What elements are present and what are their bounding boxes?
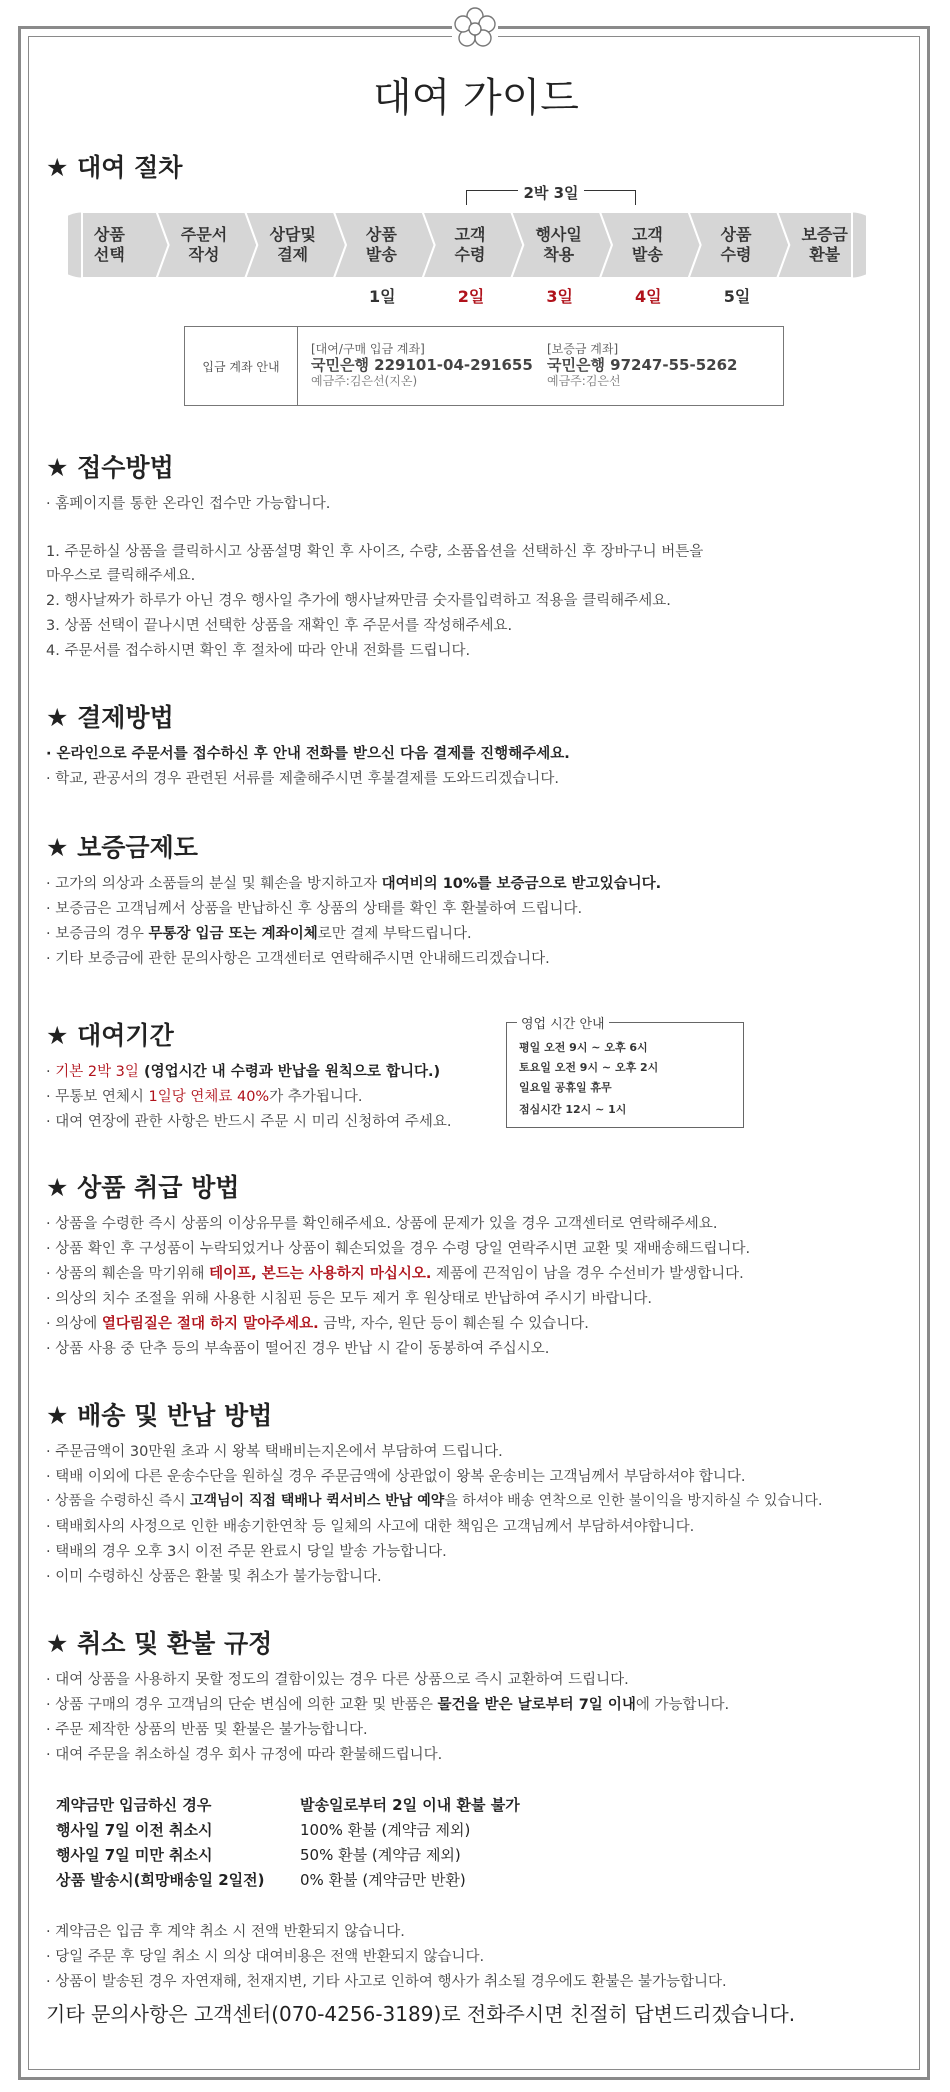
handling-line: · 의상에 열다림질은 절대 하지 말아주세요. 금박, 자수, 원단 등이 훼손될 수 있습니다. [46,1316,589,1332]
bank-account-box [184,326,784,406]
reception-line: 1. 주문하실 상품을 클릭하시고 상품설명 확인 후 사이즈, 수량, 소품옵션을 선택하신 후 장바구니 버튼을 [46,544,704,560]
refund-rule: 50% 환불 (계약금 제외) [300,1846,461,1864]
bank-label: 입금 계좌 안내 [185,327,298,405]
handling-line: · 상품의 훼손을 막기위해 테이프, 본드는 사용하지 마십시오. 제품에 끈적임이 남을 경우 수선비가 발생합니다. [46,1266,744,1282]
refund-rule: 발송일로부터 2일 이내 환불 불가 [300,1796,520,1814]
deposit-line: · 보증금의 경우 무통장 입금 또는 계좌이체로만 결제 부탁드립니다. [46,926,472,942]
deposit-heading: ★ 보증금제도 [46,833,198,862]
refund-note: · 계약금은 입금 후 계약 취소 시 전액 반환되지 않습니다. [46,1924,405,1940]
period-line: · 기본 2박 3일 (영업시간 내 수령과 반납을 원칙으로 합니다.) [46,1064,441,1080]
shipping-line: · 택배의 경우 오후 3시 이전 주문 완료시 당일 발송 가능합니다. [46,1544,447,1560]
shipping-line: · 택배회사의 사정으로 인한 배송기한연착 등 일체의 사고에 대한 책임은 고객님께서 부담하셔야합니다. [46,1519,695,1535]
payment-line: · 학교, 관공서의 경우 관련된 서류를 제출해주시면 후불결제를 도와드리겠습니다. [46,771,559,787]
process-day-label: 1일 [369,287,396,306]
refund-line: · 주문 제작한 상품의 반품 및 환불은 불가능합니다. [46,1722,368,1738]
deposit-line: · 고가의 의상과 소품들의 분실 및 훼손을 방지하고자 대여비의 10%를 보증금으로 받고있습니다. [46,876,662,892]
process-day-label: 2일 [457,287,485,306]
refund-rule: 0% 환불 (계약금만 반환) [300,1871,466,1889]
bracket-label: 2박 3일 [518,182,584,203]
refund-case: 상품 발송시(희망배송일 2일전) [56,1871,265,1889]
reception-line: 3. 상품 선택이 끝나시면 선택한 상품을 재확인 후 주문서를 작성해주세요. [46,618,513,634]
hours-row: 점심시간 12시 ~ 1시 [519,1103,627,1116]
business-hours-box [506,1017,744,1128]
refund-note: · 당일 주문 후 당일 취소 시 의상 대여비용은 전액 반환되지 않습니다. [46,1949,485,1965]
shipping-line: · 택배 이외에 다른 운송수단을 원하실 경우 주문금액에 상관없이 왕복 운송비는 고객님께서 부담하셔야 합니다. [46,1469,746,1485]
deposit-account [547,341,737,389]
period-line: · 무통보 연체시 1일당 연체료 40%가 추가됩니다. [46,1089,363,1105]
rent-account-owner: 예금주:김은선(지온) [311,374,418,388]
refund-case: 계약금만 입금하신 경우 [56,1796,212,1814]
refund-rule: 100% 환불 (계약금 제외) [300,1821,471,1839]
deposit-account-title: [보증금 계좌] [547,342,619,356]
refund-case: 행사일 7일 이전 취소시 [56,1821,213,1839]
refund-line: · 대여 상품을 사용하지 못할 정도의 결함이있는 경우 다른 상품으로 즉시 교환하여 드립니다. [46,1672,629,1688]
deposit-line: · 보증금은 고객님께서 상품을 반납하신 후 상품의 상태를 확인 후 환불하여 드립니다. [46,901,583,917]
process-step: 상품 수령 [720,225,752,264]
shipping-line: · 주문금액이 30만원 초과 시 왕복 택배비는지온에서 부담하여 드립니다. [46,1444,503,1460]
period-heading: ★ 대여기간 [46,1021,174,1050]
handling-heading: ★ 상품 취급 방법 [46,1173,240,1202]
reception-line: 2. 행사날짜가 하루가 아닌 경우 행사일 추가에 행사날짜만큼 숫자를입력하고 적용을 클릭해주세요. [46,593,671,609]
refund-line: · 상품 구매의 경우 고객님의 단순 변심에 의한 교환 및 반품은 물건을 받은 날로부터 7일 이내에 가능합니다. [46,1697,730,1713]
reception-intro: · 홈페이지를 통한 온라인 접수만 가능합니다. [46,496,331,512]
refund-line: · 대여 주문을 취소하실 경우 회사 규정에 따라 환불해드립니다. [46,1747,443,1763]
process-step: 보증금 환불 [801,225,848,264]
process-step: 상담및 결제 [269,225,316,264]
process-step: 상품 발송 [365,225,397,264]
rent-account [311,341,533,389]
hours-title: 영업 시간 안내 [517,1013,609,1032]
process-step: 고객 수령 [454,225,486,264]
hours-row: 토요일 오전 9시 ~ 오후 2시 [519,1061,659,1074]
shipping-line: · 이미 수령하신 상품은 환불 및 취소가 불가능합니다. [46,1569,382,1585]
rent-account-title: [대여/구매 입금 계좌] [311,342,425,356]
process-step: 주문서 작성 [180,225,228,264]
payment-heading: ★ 결제방법 [46,703,174,732]
reception-line: 마우스로 클릭해주세요. [46,568,196,584]
process-day-label: 5일 [723,287,751,306]
deposit-line: · 기타 보증금에 관한 문의사항은 고객센터로 연락해주시면 안내해드리겠습니다. [46,951,550,967]
reception-line: 4. 주문서를 접수하시면 확인 후 절차에 따라 안내 전화를 드립니다. [46,643,471,659]
reception-heading: ★ 접수방법 [46,453,174,482]
hours-row: 일요일 공휴일 휴무 [519,1081,612,1094]
process-day-label: 4일 [635,287,662,306]
process-step: 고객 발송 [631,225,663,264]
deposit-account-owner: 예금주:김은선 [547,374,621,388]
shipping-line: · 상품을 수령하신 즉시 고객님이 직접 택배나 퀵서비스 반납 예약을 하셔야 배송 연착으로 인한 불이익을 방지하실 수 있습니다. [46,1493,823,1509]
process-day-label: 3일 [546,287,573,306]
process-step: 행사일 착용 [535,225,582,264]
process-step: 상품 선택 [93,225,125,264]
refund-case: 행사일 7일 미만 취소시 [56,1846,213,1864]
handling-line: · 의상의 치수 조절을 위해 사용한 시침핀 등은 모두 제거 후 원상태로 반납하여 주시기 바랍니다. [46,1291,653,1307]
handling-line: · 상품 사용 중 단추 등의 부속품이 떨어진 경우 반납 시 같이 동봉하여 주십시오. [46,1341,550,1357]
period-line: · 대여 연장에 관한 사항은 반드시 주문 시 미리 신청하여 주세요. [46,1114,452,1130]
deposit-account-number: 국민은행 97247-55-5262 [547,356,738,374]
footer-contact: 기타 문의사항은 고객센터(070-4256-3189)로 전화주시면 친절히 답변드리겠습니다. [46,2002,796,2026]
flower-ornament-icon [452,6,498,52]
refund-note: · 상품이 발송된 경우 자연재해, 천재지변, 기타 사고로 인하여 행사가 취소될 경우에도 환불은 불가능합니다. [46,1974,727,1990]
page-title: 대여 가이드 [373,75,579,121]
rent-account-number: 국민은행 229101-04-291655 [311,356,533,374]
refund-heading: ★ 취소 및 환불 규정 [46,1629,273,1658]
rental-process-heading: ★ 대여 절차 [46,153,183,182]
handling-line: · 상품 확인 후 구성품이 누락되었거나 상품이 훼손되었을 경우 수령 당일 연락주시면 교환 및 재배송해드립니다. [46,1241,751,1257]
hours-row: 평일 오전 9시 ~ 오후 6시 [519,1041,648,1054]
payment-line: · 온라인으로 주문서를 접수하신 후 안내 전화를 받으신 다음 결제를 진행해주세요. [46,746,570,762]
shipping-heading: ★ 배송 및 반납 방법 [46,1401,273,1430]
handling-line: · 상품을 수령한 즉시 상품의 이상유무를 확인해주세요. 상품에 문제가 있을 경우 고객센터로 연락해주세요. [46,1216,718,1232]
